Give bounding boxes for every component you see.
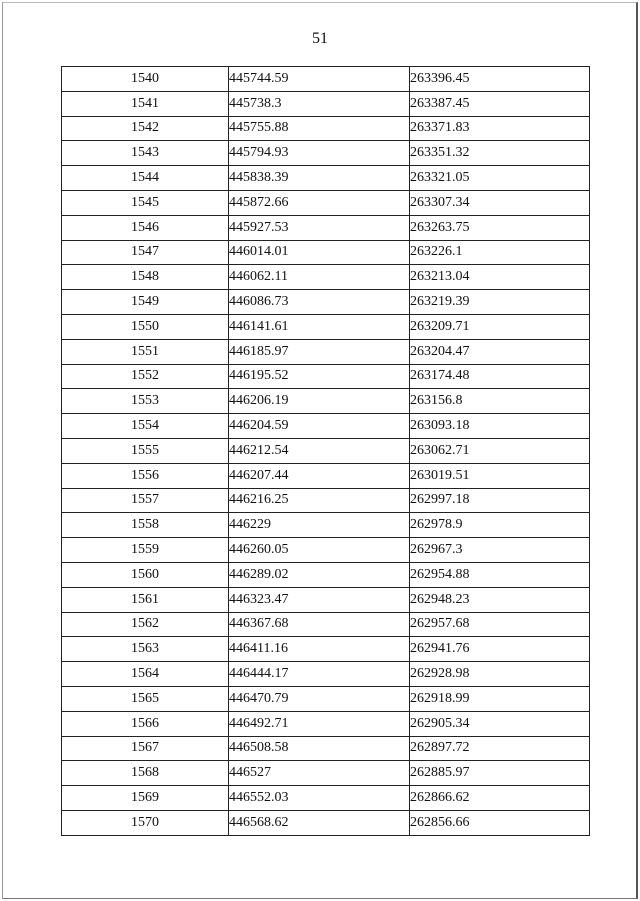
point-number-cell: 1563 <box>62 637 229 662</box>
table-row <box>62 67 590 92</box>
table-row <box>62 215 590 240</box>
point-number-cell: 1562 <box>62 612 229 637</box>
y-coordinate-cell: 262941.76 <box>410 637 590 662</box>
x-coordinate-cell: 446470.79 <box>229 686 410 711</box>
x-coordinate-cell: 446204.59 <box>229 414 410 439</box>
point-number-cell: 1556 <box>62 463 229 488</box>
point-number-cell: 1569 <box>62 786 229 811</box>
point-number-cell: 1560 <box>62 562 229 587</box>
table-row <box>62 314 590 339</box>
table-row <box>62 686 590 711</box>
table-row <box>62 414 590 439</box>
x-coordinate-cell: 445838.39 <box>229 166 410 191</box>
table-row <box>62 612 590 637</box>
y-coordinate-cell: 263213.04 <box>410 265 590 290</box>
y-coordinate-cell: 263204.47 <box>410 339 590 364</box>
x-coordinate-cell: 445744.59 <box>229 67 410 92</box>
x-coordinate-cell: 446289.02 <box>229 562 410 587</box>
x-coordinate-cell: 446568.62 <box>229 810 410 835</box>
x-coordinate-cell: 446014.01 <box>229 240 410 265</box>
table-row <box>62 290 590 315</box>
y-coordinate-cell: 263321.05 <box>410 166 590 191</box>
point-number-cell: 1570 <box>62 810 229 835</box>
page-number: 51 <box>312 30 328 47</box>
point-number-cell: 1551 <box>62 339 229 364</box>
y-coordinate-cell: 262954.88 <box>410 562 590 587</box>
y-coordinate-cell: 263396.45 <box>410 67 590 92</box>
table-row <box>62 91 590 116</box>
table-row <box>62 662 590 687</box>
y-coordinate-cell: 263371.83 <box>410 116 590 141</box>
point-number-cell: 1546 <box>62 215 229 240</box>
point-number-cell: 1554 <box>62 414 229 439</box>
coordinates-table <box>61 66 590 836</box>
y-coordinate-cell: 263174.48 <box>410 364 590 389</box>
y-coordinate-cell: 262978.9 <box>410 513 590 538</box>
table-row <box>62 736 590 761</box>
y-coordinate-cell: 262967.3 <box>410 538 590 563</box>
x-coordinate-cell: 446195.52 <box>229 364 410 389</box>
point-number-cell: 1550 <box>62 314 229 339</box>
x-coordinate-cell: 446444.17 <box>229 662 410 687</box>
y-coordinate-cell: 263263.75 <box>410 215 590 240</box>
table-row <box>62 488 590 513</box>
y-coordinate-cell: 263387.45 <box>410 91 590 116</box>
y-coordinate-cell: 262928.98 <box>410 662 590 687</box>
y-coordinate-cell: 263219.39 <box>410 290 590 315</box>
point-number-cell: 1559 <box>62 538 229 563</box>
x-coordinate-cell: 446207.44 <box>229 463 410 488</box>
y-coordinate-cell: 262897.72 <box>410 736 590 761</box>
x-coordinate-cell: 445755.88 <box>229 116 410 141</box>
table-row <box>62 240 590 265</box>
table-row <box>62 265 590 290</box>
table-row <box>62 587 590 612</box>
table-row <box>62 513 590 538</box>
point-number-cell: 1553 <box>62 389 229 414</box>
y-coordinate-cell: 262948.23 <box>410 587 590 612</box>
x-coordinate-cell: 446367.68 <box>229 612 410 637</box>
point-number-cell: 1561 <box>62 587 229 612</box>
x-coordinate-cell: 446323.47 <box>229 587 410 612</box>
table-row <box>62 166 590 191</box>
point-number-cell: 1545 <box>62 190 229 215</box>
point-number-cell: 1544 <box>62 166 229 191</box>
table-row <box>62 761 590 786</box>
point-number-cell: 1542 <box>62 116 229 141</box>
point-number-cell: 1565 <box>62 686 229 711</box>
x-coordinate-cell: 446260.05 <box>229 538 410 563</box>
point-number-cell: 1566 <box>62 711 229 736</box>
point-number-cell: 1557 <box>62 488 229 513</box>
x-coordinate-cell: 446086.73 <box>229 290 410 315</box>
table-row <box>62 116 590 141</box>
point-number-cell: 1558 <box>62 513 229 538</box>
y-coordinate-cell: 263307.34 <box>410 190 590 215</box>
y-coordinate-cell: 262918.99 <box>410 686 590 711</box>
x-coordinate-cell: 446216.25 <box>229 488 410 513</box>
table-row <box>62 364 590 389</box>
table-row <box>62 711 590 736</box>
point-number-cell: 1541 <box>62 91 229 116</box>
x-coordinate-cell: 446141.61 <box>229 314 410 339</box>
y-coordinate-cell: 263093.18 <box>410 414 590 439</box>
point-number-cell: 1540 <box>62 67 229 92</box>
x-coordinate-cell: 445794.93 <box>229 141 410 166</box>
y-coordinate-cell: 262885.97 <box>410 761 590 786</box>
table-row <box>62 562 590 587</box>
point-number-cell: 1543 <box>62 141 229 166</box>
y-coordinate-cell: 263351.32 <box>410 141 590 166</box>
y-coordinate-cell: 263156.8 <box>410 389 590 414</box>
x-coordinate-cell: 446062.11 <box>229 265 410 290</box>
table-row <box>62 463 590 488</box>
y-coordinate-cell: 263019.51 <box>410 463 590 488</box>
coordinates-table-body <box>62 67 590 836</box>
table-row <box>62 810 590 835</box>
point-number-cell: 1555 <box>62 438 229 463</box>
point-number-cell: 1547 <box>62 240 229 265</box>
point-number-cell: 1549 <box>62 290 229 315</box>
x-coordinate-cell: 445927.53 <box>229 215 410 240</box>
table-row <box>62 637 590 662</box>
y-coordinate-cell: 263226.1 <box>410 240 590 265</box>
x-coordinate-cell: 445738.3 <box>229 91 410 116</box>
x-coordinate-cell: 446508.58 <box>229 736 410 761</box>
y-coordinate-cell: 262856.66 <box>410 810 590 835</box>
point-number-cell: 1564 <box>62 662 229 687</box>
table-row <box>62 786 590 811</box>
table-row <box>62 190 590 215</box>
x-coordinate-cell: 446206.19 <box>229 389 410 414</box>
table-row <box>62 389 590 414</box>
point-number-cell: 1548 <box>62 265 229 290</box>
point-number-cell: 1568 <box>62 761 229 786</box>
x-coordinate-cell: 446212.54 <box>229 438 410 463</box>
y-coordinate-cell: 262866.62 <box>410 786 590 811</box>
x-coordinate-cell: 446492.71 <box>229 711 410 736</box>
y-coordinate-cell: 262997.18 <box>410 488 590 513</box>
table-row <box>62 141 590 166</box>
point-number-cell: 1567 <box>62 736 229 761</box>
x-coordinate-cell: 445872.66 <box>229 190 410 215</box>
x-coordinate-cell: 446552.03 <box>229 786 410 811</box>
table-row <box>62 339 590 364</box>
y-coordinate-cell: 262905.34 <box>410 711 590 736</box>
x-coordinate-cell: 446411.16 <box>229 637 410 662</box>
y-coordinate-cell: 263209.71 <box>410 314 590 339</box>
table-row <box>62 438 590 463</box>
y-coordinate-cell: 263062.71 <box>410 438 590 463</box>
x-coordinate-cell: 446527 <box>229 761 410 786</box>
x-coordinate-cell: 446185.97 <box>229 339 410 364</box>
point-number-cell: 1552 <box>62 364 229 389</box>
y-coordinate-cell: 262957.68 <box>410 612 590 637</box>
table-row <box>62 538 590 563</box>
x-coordinate-cell: 446229 <box>229 513 410 538</box>
